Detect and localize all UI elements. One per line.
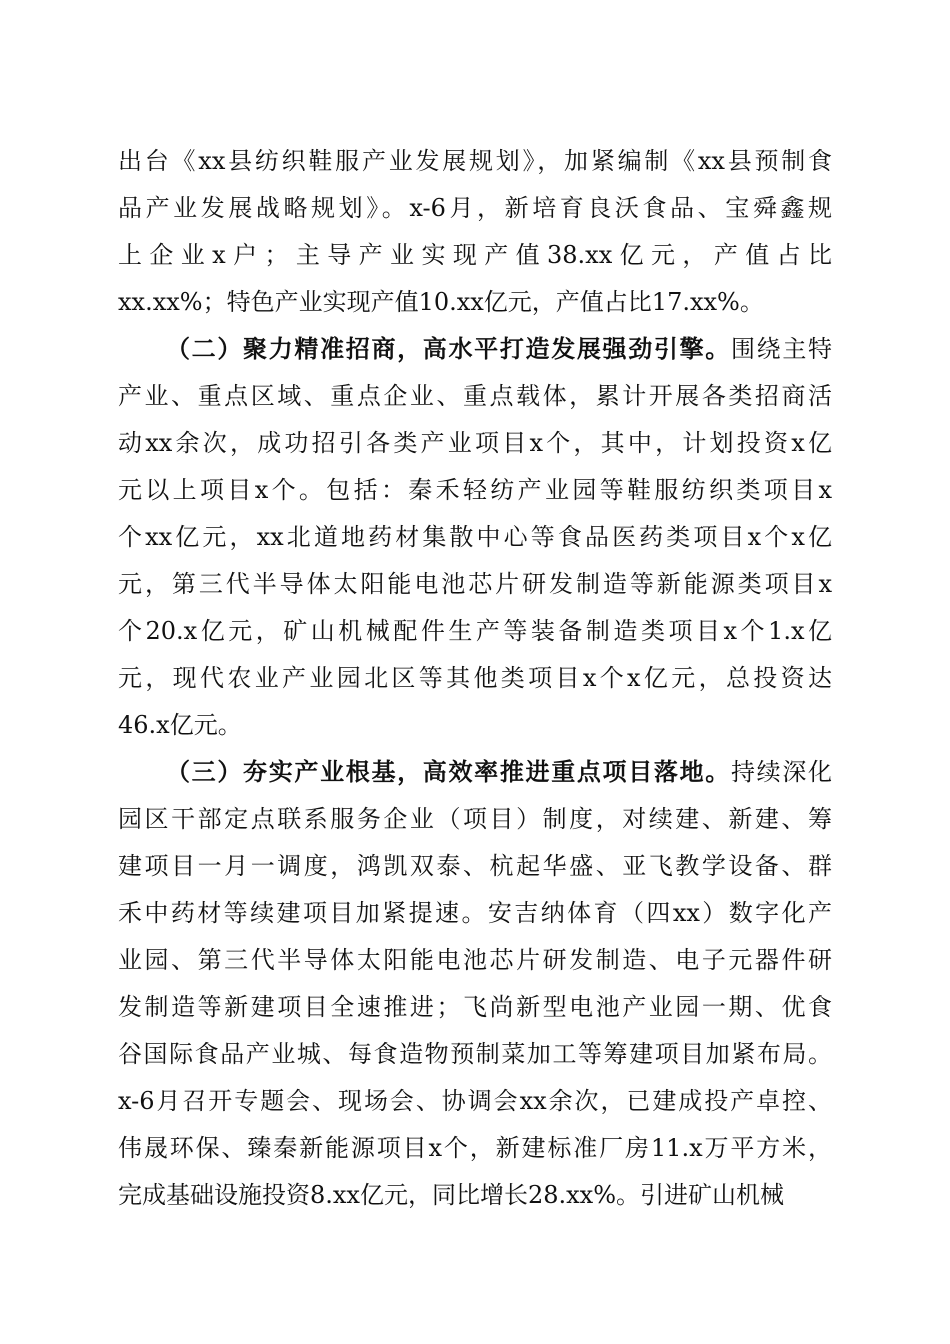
text-line: 元，现代农业产业园北区等其他类项目x个x亿元，总投资达 bbox=[118, 664, 832, 692]
text-line: 动xx余次，成功招引各类产业项目x个，其中，计划投资x亿 bbox=[118, 429, 832, 457]
text-line: 个xx亿元，xx北道地药材集散中心等食品医药类项目x个x亿 bbox=[118, 523, 832, 551]
text-fragment: 持续深化 bbox=[730, 758, 833, 786]
text-line: 出台《xx县纺织鞋服产业发展规划》，加紧编制《xx县预制食 bbox=[118, 147, 832, 175]
section-heading-2: （二）聚力精准招商，高水平打造发展强劲引擎。 bbox=[166, 334, 731, 363]
text-line: 谷国际食品产业城、每食造物预制菜加工等筹建项目加紧布局。 bbox=[118, 1040, 832, 1068]
text-line: 完成基础设施投资8.xx亿元，同比增长28.xx%。引进矿山机械 bbox=[118, 1181, 785, 1209]
text-line: 46.x亿元。 bbox=[118, 711, 242, 739]
text-line: 业园、第三代半导体太阳能电池芯片研发制造、电子元器件研 bbox=[118, 946, 832, 974]
text-line: 品产业发展战略规划》。x-6月，新培育良沃食品、宝舜鑫规 bbox=[118, 194, 832, 222]
text-line: 发制造等新建项目全速推进；飞尚新型电池产业园一期、优食 bbox=[118, 993, 832, 1021]
text-fragment: 围绕主特 bbox=[730, 335, 833, 363]
text-line: 上企业x户；主导产业实现产值38.xx亿元，产值占比 bbox=[118, 241, 832, 269]
paragraph-3-first-line bbox=[166, 757, 832, 787]
text-line: 元以上项目x个。包括：秦禾轻纺产业园等鞋服纺织类项目x bbox=[118, 476, 832, 504]
text-line: 个20.x亿元，矿山机械配件生产等装备制造类项目x个1.x亿 bbox=[118, 617, 832, 645]
text-line: 禾中药材等续建项目加紧提速。安吉纳体育（四xx）数字化产 bbox=[118, 899, 832, 927]
text-line: x-6月召开专题会、现场会、协调会xx余次，已建成投产卓控、 bbox=[118, 1087, 832, 1115]
section-heading-3: （三）夯实产业根基，高效率推进重点项目落地。 bbox=[166, 757, 731, 786]
text-line: 伟晟环保、臻秦新能源项目x个，新建标准厂房11.x万平方米， bbox=[118, 1134, 832, 1162]
text-line: 元，第三代半导体太阳能电池芯片研发制造等新能源类项目x bbox=[118, 570, 832, 598]
text-line: 产业、重点区域、重点企业、重点载体，累计开展各类招商活 bbox=[118, 382, 832, 410]
text-line: xx.xx%；特色产业实现产值10.xx亿元，产值占比17.xx%。 bbox=[118, 288, 764, 316]
paragraph-2-first-line bbox=[166, 334, 832, 364]
text-line: 建项目一月一调度，鸿凯双泰、杭起华盛、亚飞教学设备、群 bbox=[118, 852, 832, 880]
text-line: 园区干部定点联系服务企业（项目）制度，对续建、新建、筹 bbox=[118, 805, 832, 833]
